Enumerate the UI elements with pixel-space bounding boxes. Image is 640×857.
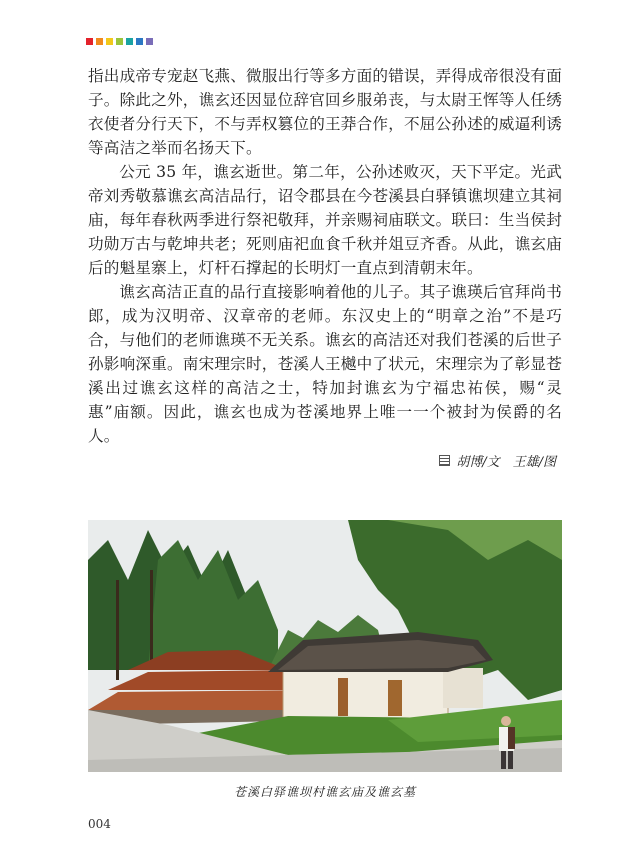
byline xyxy=(439,451,556,470)
paragraph: 公元 35 年，谯玄逝世。第二年，公孙述败灭，天下平定。光武帝刘秀敬慕谯玄高洁品行，诏令郡县在今苍溪县白驿镇谯坝建立其祠庙，每年春秋两季进行祭祀敬拜，并亲赐祠庙联文。联曰：生当侯封功勋万古与乾坤共老；死则庙祀血食千秋并俎豆齐香。从此，谯玄庙后的魁星寨上，灯杆石撑起的长明灯一直点到清朝末年。 xyxy=(88,163,562,277)
color-dot xyxy=(96,38,103,45)
paragraph: 指出成帝专宠赵飞燕、微服出行等多方面的错误，弄得成帝很没有面子。除此之外，谯玄还因显位辞官回乡服弟丧，与太尉王恽等人任绣衣使者分行天下，不与弄权篡位的王莽合作，不屈公孙述的威逼利诱等高洁之举而名扬天下。 xyxy=(88,67,562,157)
seal-icon xyxy=(439,455,450,466)
color-dot xyxy=(146,38,153,45)
photo-caption: 苍溪白驿谯坝村谯玄庙及谯玄墓 xyxy=(233,785,416,799)
paragraph: 谯玄高洁正直的品行直接影响着他的儿子。其子谯瑛后官拜尚书郎，成为汉明帝、汉章帝的老师。东汉史上的“明章之治”不是巧合，与他们的老师谯瑛不无关系。谯玄的高洁还对我们苍溪的后世子孙影响深重。南宋理宗时，苍溪人王樾中了状元，宋理宗为了彰显苍溪出过谯玄这样的高洁之士，特加封谯玄为宁福忠祐侯，赐“灵惠”庙额。因此，谯玄也成为苍溪地界上唯一一个被封为侯爵的名人。 xyxy=(88,283,562,445)
byline-text: 胡博/文 王雄/图 xyxy=(456,455,556,470)
color-dot xyxy=(116,38,123,45)
color-dot xyxy=(136,38,143,45)
temple-photo-illustration xyxy=(88,520,562,772)
color-dot xyxy=(86,38,93,45)
color-dot xyxy=(106,38,113,45)
temple-photo xyxy=(88,520,562,772)
article-body xyxy=(88,64,562,448)
page-number: 004 xyxy=(88,817,111,831)
color-dot xyxy=(126,38,133,45)
color-dots xyxy=(86,38,153,45)
